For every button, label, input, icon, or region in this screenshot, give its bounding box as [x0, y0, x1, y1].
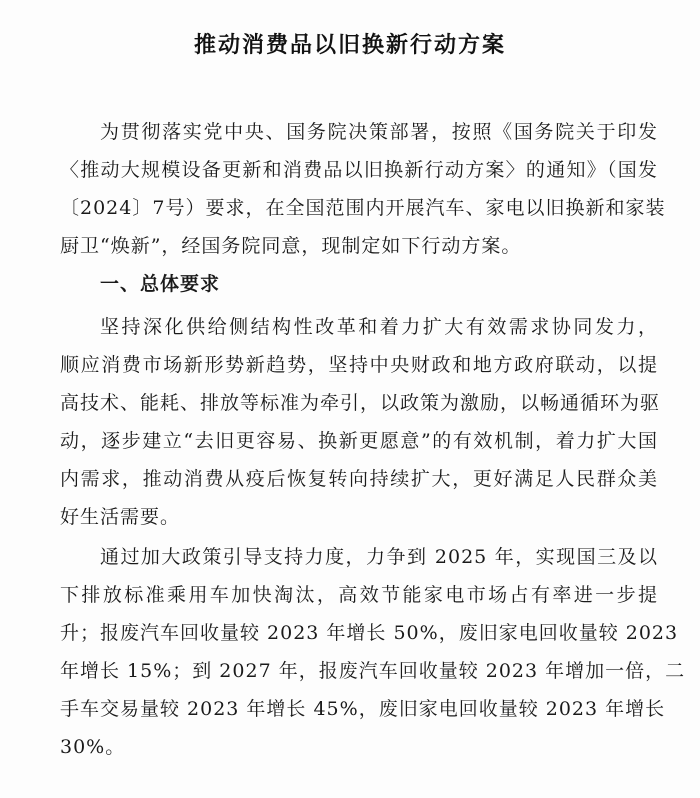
- paragraph-line: 厨卫“焕新”，经国务院同意，现制定如下行动方案。: [60, 235, 522, 257]
- paragraph-line: 升；报废汽车回收量较 2023 年增长 50%，废旧家电回收量较 2023: [60, 622, 679, 644]
- targets-paragraph: [60, 538, 686, 766]
- overall-requirements-paragraph: [60, 308, 661, 536]
- preamble-paragraph: [60, 113, 666, 265]
- paragraph-line: 为贯彻落实党中央、国务院决策部署，按照《国务院关于印发: [100, 121, 658, 143]
- paragraph-line: 〔2024〕7号）要求，在全国范围内开展汽车、家电以旧换新和家装: [60, 197, 666, 219]
- paragraph-line: 好生活需要。: [60, 506, 181, 528]
- section-heading: 一、总体要求: [100, 273, 221, 295]
- paragraph-line: 坚持深化供给侧结构性改革和着力扩大有效需求协同发力，: [100, 316, 658, 338]
- paragraph-line: 高技术、能耗、排放等标准为牵引，以政策为激励，以畅通循环为驱: [60, 392, 661, 414]
- paragraph-line: 30%。: [60, 736, 126, 758]
- paragraph-line: 通过加大政策引导支持力度，力争到 2025 年，实现国三及以: [100, 546, 658, 568]
- paragraph-line: 顺应消费市场新形势新趋势，坚持中央财政和地方政府联动，以提: [60, 354, 658, 376]
- paragraph-line: 〈推动大规模设备更新和消费品以旧换新行动方案〉的通知》（国发: [60, 159, 658, 181]
- document-title: 推动消费品以旧换新行动方案: [193, 33, 506, 58]
- paragraph-line: 年增长 15%；到 2027 年，报废汽车回收量较 2023 年增加一倍，二: [60, 660, 686, 682]
- paragraph-line: 内需求，推动消费从疫后恢复转向持续扩大，更好满足人民群众美: [60, 468, 658, 490]
- paragraph-line: 动，逐步建立“去旧更容易、换新更愿意”的有效机制，着力扩大国: [60, 430, 658, 452]
- section-heading-block: [60, 265, 658, 303]
- paragraph-line: 下排放标准乘用车加快淘汰，高效节能家电市场占有率进一步提: [60, 584, 658, 606]
- paragraph-line: 手车交易量较 2023 年增长 45%，废旧家电回收量较 2023 年增长: [60, 698, 666, 720]
